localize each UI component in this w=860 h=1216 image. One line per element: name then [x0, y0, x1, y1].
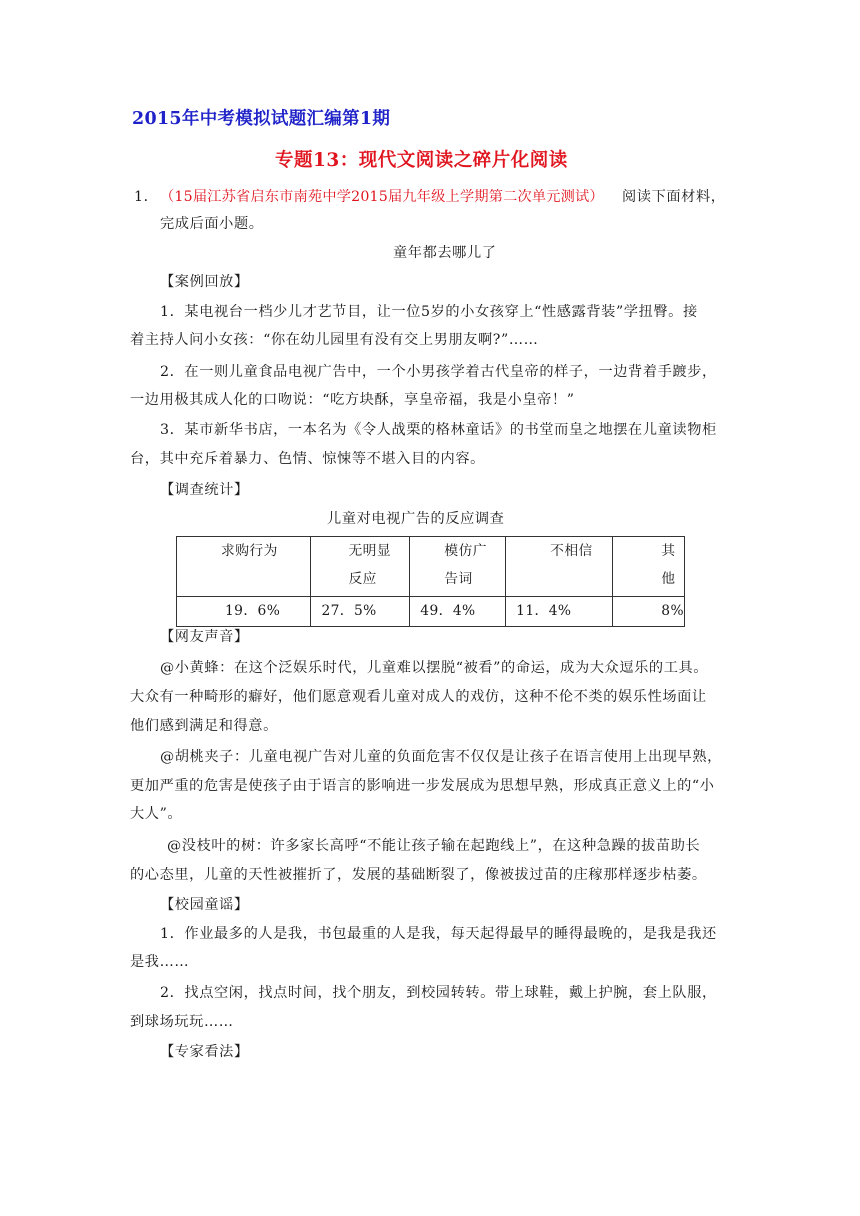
survey-table-title: 儿童对电视广告的反应调查 — [327, 511, 505, 527]
section-heading-survey: 【调查统计】 — [160, 482, 249, 498]
series-title: 2015年中考模拟试题汇编第1期 — [132, 109, 391, 129]
rhyme-1-line-1: 1．作业最多的人是我，书包最重的人是我，每天起得最早的睡得最晚的，是我是我还 — [160, 926, 717, 942]
section-heading-netizens: 【网友声音】 — [160, 629, 249, 645]
header-line: 其他 — [661, 543, 676, 587]
value-text: 8% — [661, 603, 684, 619]
rhyme-2-line-2: 到球场玩玩…… — [130, 1014, 234, 1030]
header-line: 不相信 — [550, 543, 593, 559]
netizen-1-line-1: @小黄蜂：在这个泛娱乐时代，儿童难以摆脱“被看”的命运，成为大众逗乐的工具。 — [160, 660, 709, 676]
table-header-cell — [506, 537, 613, 597]
case-1-line-1: 1．某电视台一档少儿才艺节目，让一位5岁的小女孩穿上“性感露背装”学扭臀。接 — [160, 304, 698, 320]
header-line: 模仿广 — [444, 543, 487, 559]
table-cell — [311, 597, 410, 627]
netizen-1-line-3: 他们感到满足和得意。 — [130, 718, 278, 734]
table-header-cell — [177, 537, 311, 597]
netizen-3-line-2: 的心态里，儿童的天性被摧折了，发展的基础断裂了，像被拔过苗的庄稼那样逐步枯萎。 — [130, 867, 707, 883]
netizen-3-line-1: @没枝叶的树：许多家长高呼“不能让孩子输在起跑线上”，在这种急躁的拔苗助长 — [167, 838, 701, 854]
case-2-line-1: 2．在一则儿童食品电视广告中，一个小男孩学着古代皇帝的样子，一边背着手踱步， — [160, 364, 717, 380]
table-cell — [410, 597, 506, 627]
question-number: 1． — [134, 189, 159, 205]
section-heading-rhymes: 【校园童谣】 — [160, 897, 249, 913]
section-heading-cases: 【案例回放】 — [160, 274, 249, 290]
article-title: 童年都去哪儿了 — [393, 245, 497, 261]
question-instruction-line1: 阅读下面材料， — [622, 189, 726, 205]
value-text: 49．4% — [420, 603, 476, 619]
netizen-1-line-2: 大众有一种畸形的癖好，他们愿意观看儿童对成人的戏仿，这种不伦不类的娱乐性场面让 — [130, 689, 707, 705]
table-cell — [613, 597, 685, 627]
rhyme-1-line-2: 是我…… — [130, 954, 190, 970]
netizen-2-line-1: @胡桃夹子：儿童电视广告对儿童的负面危害不仅仅是让孩子在语言使用上出现早熟， — [160, 749, 722, 765]
case-1-line-2: 着主持人问小女孩：“你在幼儿园里有没有交上男朋友啊?”…… — [130, 332, 539, 348]
table-cell — [506, 597, 613, 627]
rhyme-2-line-1: 2．找点空闲，找点时间，找个朋友，到校园转转。带上球鞋，戴上护腕，套上队服， — [160, 985, 717, 1001]
netizen-2-line-3: 大人”。 — [130, 806, 183, 822]
header-line: 无明显 — [348, 543, 392, 559]
case-3-line-2: 台，其中充斥着暴力、色情、惊悚等不堪入目的内容。 — [130, 451, 485, 467]
value-text: 19．6% — [225, 603, 281, 619]
section-heading-experts: 【专家看法】 — [160, 1044, 249, 1060]
value-text: 11．4% — [516, 603, 572, 619]
netizen-2-line-2: 更加严重的危害是使孩子由于语言的影响进一步发展成为思想早熟，形成真正意义上的“小 — [130, 778, 715, 794]
table-header-cell — [613, 537, 685, 597]
table-cell — [177, 597, 311, 627]
question-source: （15届江苏省启东市南苑中学2015届九年级上学期第二次单元测试） — [160, 189, 604, 205]
table-row — [177, 597, 685, 627]
header-line: 告词 — [444, 571, 473, 587]
survey-table — [176, 536, 685, 627]
header-line: 反应 — [348, 571, 377, 587]
table-header-cell — [410, 537, 506, 597]
table-header-row — [177, 537, 685, 597]
header-line: 求购行为 — [221, 543, 278, 559]
value-text: 27．5% — [321, 603, 377, 619]
case-2-line-2: 一边用极其成人化的口吻说：“吃方块酥，享皇帝福，我是小皇帝！” — [130, 392, 575, 408]
topic-title: 专题13：现代文阅读之碎片化阅读 — [275, 150, 568, 171]
case-3-line-1: 3．某市新华书店，一本名为《令人战栗的格林童话》的书堂而皇之地摆在儿童读物柜 — [160, 422, 717, 438]
question-instruction-line2: 完成后面小题。 — [160, 216, 264, 232]
table-header-cell — [311, 537, 410, 597]
